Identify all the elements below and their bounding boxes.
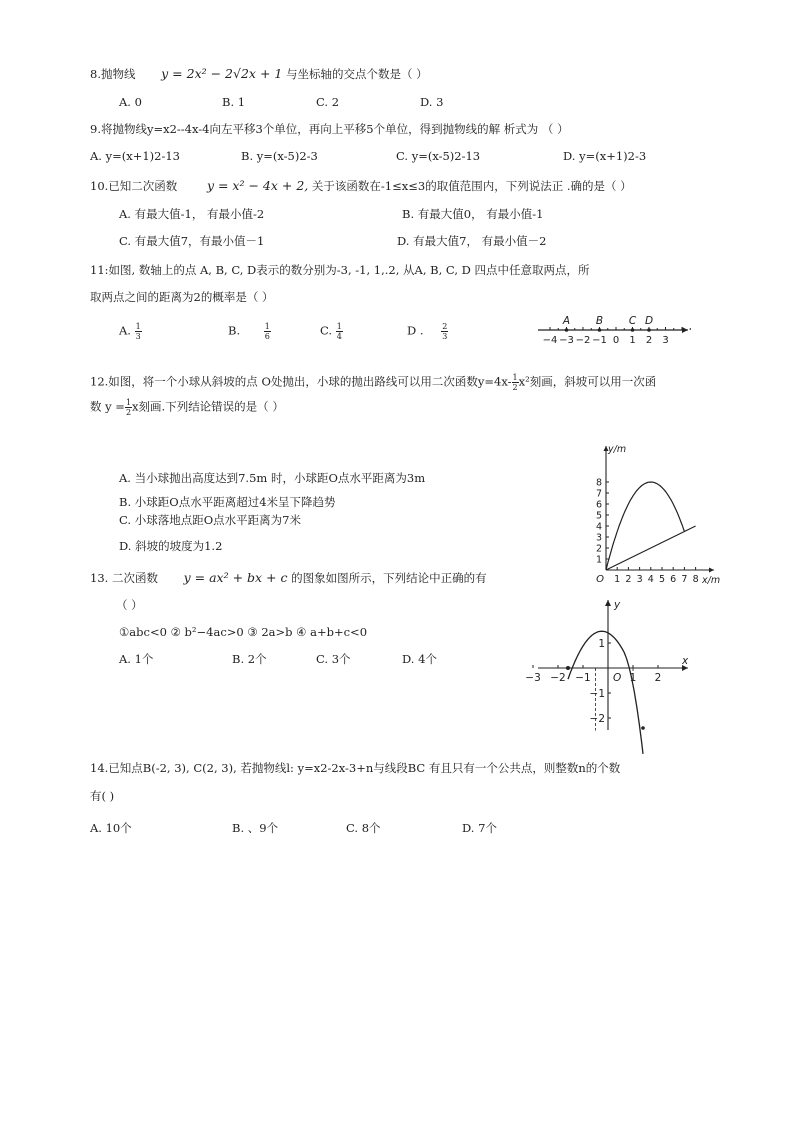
q12-stem-line1-fraction: [512, 373, 519, 392]
q13-option-b: B. 2个: [232, 652, 267, 666]
q12-stem-line1-suffix: x²刻画，斜坡可以用一次函: [518, 374, 657, 389]
x-axis-label: x: [682, 655, 689, 667]
q12-graph: [590, 442, 720, 584]
q10-option-a: A. 有最大值-1， 有最小值-2: [119, 207, 265, 221]
number-line-tick-label: −1: [592, 335, 607, 346]
q12-option-b: B. 小球距O点水平距离超过4米呈下降趋势: [119, 495, 336, 509]
curve-root-point: [566, 666, 570, 670]
q11-option-b-num: 1: [264, 322, 270, 331]
q8-option-d: D. 3: [420, 95, 444, 109]
q11-option-d-num: 2: [442, 322, 448, 331]
q12-stem-line2-num: 1: [125, 398, 132, 407]
q11-option-c-label: C.: [320, 323, 333, 338]
y-tick-label: −2: [589, 713, 605, 725]
q11-option-a-label: A.: [119, 323, 131, 338]
q10-formula: y = x² − 4x + 2,: [206, 178, 309, 193]
y-axis-arrow: [605, 600, 611, 606]
q11-option-b: [228, 322, 271, 341]
q10-option-c: C. 有最大值7，有最小值－1: [119, 234, 265, 248]
origin-label: O: [596, 574, 604, 585]
x-tick-label: 6: [670, 574, 677, 585]
q12-stem-line2-den: 2: [125, 408, 132, 417]
q13-option-d: D. 4个: [402, 652, 437, 666]
q10-option-d: D. 有最大值7， 有最小值－2: [397, 234, 547, 248]
x-tick-label: 7: [681, 574, 688, 585]
origin-label: O: [613, 672, 622, 684]
q9-option-a: A. y=(x+1)2-13: [90, 149, 180, 163]
y-tick-label: 1: [595, 554, 602, 566]
x-tick-label: 2: [654, 672, 662, 684]
q12-option-a: A. 当小球抛出高度达到7.5m 时，小球距O点水平距离为3m: [119, 471, 426, 485]
y-tick-label: 6: [595, 499, 602, 511]
number-line-tick-label: −2: [575, 335, 591, 346]
q11-option-d-label: D .: [407, 323, 424, 338]
q11-option-c-den: 4: [336, 332, 342, 341]
slope-line: [606, 526, 696, 570]
q11-option-d: [407, 322, 448, 341]
q14-option-b: B. 、9个: [232, 821, 279, 835]
q11-option-a-den: 3: [135, 332, 141, 341]
number-line-point-label: A: [562, 315, 571, 327]
number-line-tick-label: −4: [542, 335, 558, 346]
q12-stem-line1-prefix: 12.如图，将一个小球从斜坡的点 O处抛出，小球的抛出路线可以用二次函数y=4x-: [90, 374, 512, 389]
x-tick-label: 1: [614, 574, 621, 585]
x-tick-label: 1: [629, 672, 637, 684]
q10-stem: [90, 178, 632, 194]
x-tick-label: 4: [647, 574, 654, 585]
q11-option-d-den: 3: [442, 332, 448, 341]
x-tick-label: −3: [525, 672, 541, 684]
y-tick-label: 4: [595, 521, 602, 533]
q13-stem-prefix: 13. 二次函数: [90, 571, 158, 585]
curve-end-point: [641, 726, 645, 730]
y-tick-label: 5: [595, 510, 602, 522]
x-tick-label: 8: [692, 574, 699, 585]
q14-option-c: C. 8个: [346, 821, 381, 835]
q11-number-line: [536, 312, 696, 352]
number-line-tick-label: 1: [629, 335, 636, 346]
q9-option-c: C. y=(x-5)2-13: [396, 149, 481, 163]
x-axis-arrow: [709, 568, 714, 573]
y-tick-label: 8: [595, 477, 602, 489]
y-tick-label: 2: [595, 543, 602, 555]
q13-stem: [90, 570, 487, 586]
number-line-arrow: [682, 327, 688, 333]
q8-formula: y = 2x² − 2√2x + 1: [161, 66, 283, 81]
number-line-point-label: D: [644, 315, 654, 327]
q10-option-b: B. 有最大值0， 有最小值-1: [402, 207, 544, 221]
number-line-tick-label: 3: [662, 335, 669, 346]
trajectory-parabola: [606, 482, 684, 570]
number-line-point: [631, 328, 635, 332]
q11-option-c-num: 1: [336, 322, 342, 331]
q13-stem-suffix: 的图象如图所示，下列结论中正确的有: [291, 571, 487, 585]
q12-stem-line1: [90, 373, 656, 392]
q13-graph: [525, 596, 696, 736]
q11-option-a-num: 1: [135, 322, 141, 331]
x-tick-label: −1: [575, 672, 591, 684]
q14-stem-line2: 有( ): [90, 789, 115, 803]
q13-formula: y = ax² + bx + c: [183, 570, 288, 585]
q12-stem-line2: [90, 398, 284, 417]
q12-option-d: D. 斜坡的坡度为1.2: [119, 539, 223, 553]
x-tick-label: −2: [550, 672, 566, 684]
number-line-point-label: C: [628, 315, 637, 327]
x-axis-label: x/m: [702, 575, 721, 586]
q8-stem-prefix: 8.抛物线: [90, 67, 136, 81]
q8-stem-suffix: 与坐标轴的交点个数是（ ）: [286, 67, 428, 81]
q8-option-b: B. 1: [222, 95, 246, 109]
q12-stem-line1-num: 1: [512, 373, 518, 382]
q11-stem-line1: 11:如图, 数轴上的点 A, B, C, D表示的数分别为-3, -1, 1,.2, 从A, B, C, D 四点中任意取两点，所: [90, 263, 590, 277]
number-line-point-label: B: [595, 315, 604, 327]
q12-stem-line1-den: 2: [512, 383, 518, 392]
q8-option-a: A. 0: [119, 95, 142, 109]
q13-option-a: A. 1个: [119, 652, 154, 666]
number-line-tick-label: 0: [612, 335, 620, 346]
q12-stem-line2-fraction: [125, 398, 132, 417]
q11-option-c-fraction: [336, 322, 343, 341]
q11-option-a: [119, 322, 142, 341]
q9-option-d: D. y=(x+1)2-3: [563, 149, 647, 163]
x-tick-label: 5: [658, 574, 666, 585]
q13-option-c: C. 3个: [316, 652, 351, 666]
q12-stem-line2-prefix: 数 y =: [90, 399, 125, 414]
q13-conditions: ①abc<0 ② b²−4ac>0 ③ 2a>b ④ a+b+c<0: [119, 625, 368, 639]
x-tick-label: 2: [625, 574, 632, 585]
y-tick-label: 1: [598, 638, 605, 650]
y-tick-label: −1: [589, 688, 605, 700]
q11-option-a-fraction: [135, 322, 142, 341]
number-line-point: [598, 328, 602, 332]
q8-option-c: C. 2: [316, 95, 340, 109]
number-line-tick-label: −3: [559, 335, 574, 346]
y-tick-label: 7: [595, 488, 602, 500]
q11-option-d-fraction: [441, 322, 448, 341]
number-line-point: [565, 328, 569, 332]
q12-stem-line2-suffix: x刻画.下列结论错误的是（ ）: [132, 399, 284, 414]
y-axis-label: y/m: [608, 444, 627, 455]
y-axis-label: y: [614, 599, 621, 611]
q10-stem-suffix: 关于该函数在-1≤x≤3的取值范围内，下列说法正 .确的是（ ）: [311, 179, 632, 193]
q13-answer-paren: （ ）: [116, 598, 143, 612]
q9-stem: 9.将抛物线y=x2--4x-4向左平移3个单位，再向上平移5个单位，得到抛物线的解 析式为 （ ）: [90, 122, 569, 136]
q11-option-b-label: B.: [228, 323, 241, 338]
quadratic-curve: [568, 631, 643, 754]
q11-option-b-den: 6: [264, 332, 270, 341]
q8-stem: [90, 66, 428, 82]
number-line-tick-label: 2: [645, 335, 653, 346]
number-line-point: [647, 328, 651, 332]
q14-option-d: D. 7个: [462, 821, 497, 835]
q14-stem-line1: 14.已知点B(-2, 3), C(2, 3), 若抛物线l: y=x2-2x-3+n与线段BC 有且只有一个公共点，则整数n的个数: [90, 761, 621, 775]
q10-stem-prefix: 10.已知二次函数: [90, 179, 178, 193]
y-tick-label: 3: [595, 532, 602, 544]
q11-option-c: [320, 322, 343, 341]
x-tick-label: 3: [636, 574, 643, 585]
q9-option-b: B. y=(x-5)2-3: [241, 149, 318, 163]
q11-option-b-fraction: [264, 322, 271, 341]
q12-option-c: C. 小球落地点距O点水平距离为7米: [119, 513, 301, 527]
q14-option-a: A. 10个: [90, 821, 132, 835]
q11-stem-line2: 取两点之间的距离为2的概率是（ ）: [90, 290, 274, 304]
